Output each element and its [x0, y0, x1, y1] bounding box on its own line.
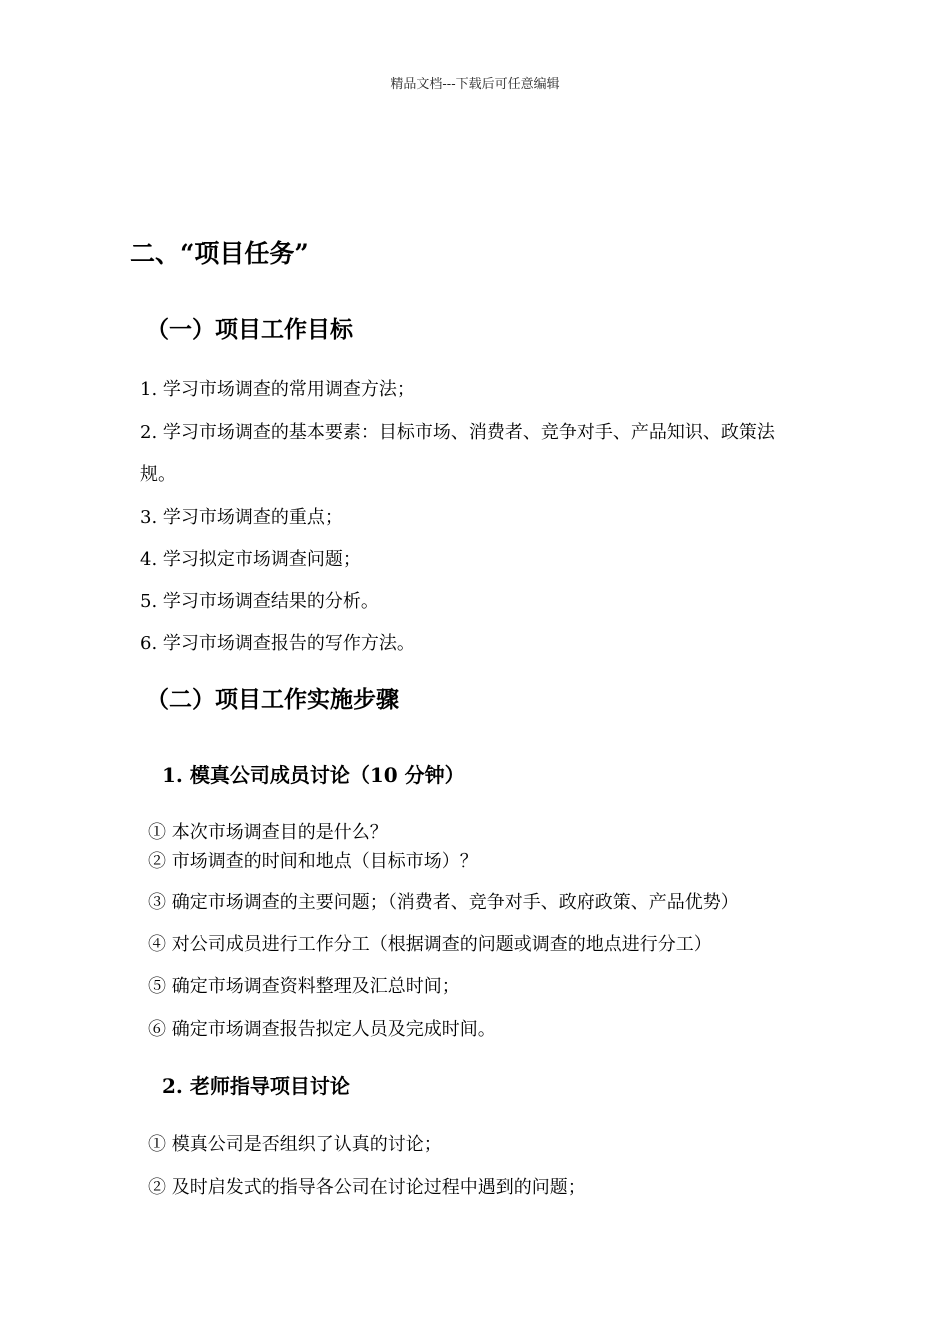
step1-item-2: ② 市场调查的时间和地点（目标市场）？ [148, 851, 478, 872]
goal-item-5: 5. 学习市场调查结果的分析。 [140, 591, 379, 612]
step2-heading: 2. 老师指导项目讨论 [162, 1074, 350, 1098]
goal-item-6: 6. 学习市场调查报告的写作方法。 [140, 633, 415, 654]
step2-item-1: ① 模真公司是否组织了认真的讨论； [148, 1134, 442, 1155]
step2-item-2: ② 及时启发式的指导各公司在讨论过程中遇到的问题； [148, 1177, 586, 1198]
step1-item-5: ⑤ 确定市场调查资料整理及汇总时间； [148, 976, 460, 997]
step1-item-3: ③ 确定市场调查的主要问题；（消费者、竞争对手、政府政策、产品优势） [148, 892, 739, 913]
step1-item-1: ① 本次市场调查目的是什么？ [148, 822, 388, 843]
step1-item-4: ④ 对公司成员进行工作分工（根据调查的问题或调查的地点进行分工） [148, 934, 712, 955]
goal-item-3: 3. 学习市场调查的重点； [140, 507, 343, 528]
goal-item-2-continuation: 规。 [140, 464, 176, 485]
goals-heading: （一）项目工作目标 [146, 316, 353, 343]
goal-item-2: 2. 学习市场调查的基本要素：目标市场、消费者、竞争对手、产品知识、政策法 [140, 422, 775, 443]
step1-item-6: ⑥ 确定市场调查报告拟定人员及完成时间。 [148, 1019, 496, 1040]
step1-heading: 1. 模真公司成员讨论（10 分钟） [162, 763, 465, 787]
goal-item-4: 4. 学习拟定市场调查问题； [140, 549, 361, 570]
section-title: 二、“项目任务” [130, 239, 309, 268]
goal-item-1: 1. 学习市场调查的常用调查方法； [140, 379, 415, 400]
page-header: 精品文档---下载后可任意编辑 [390, 77, 560, 92]
steps-heading: （二）项目工作实施步骤 [146, 686, 399, 713]
